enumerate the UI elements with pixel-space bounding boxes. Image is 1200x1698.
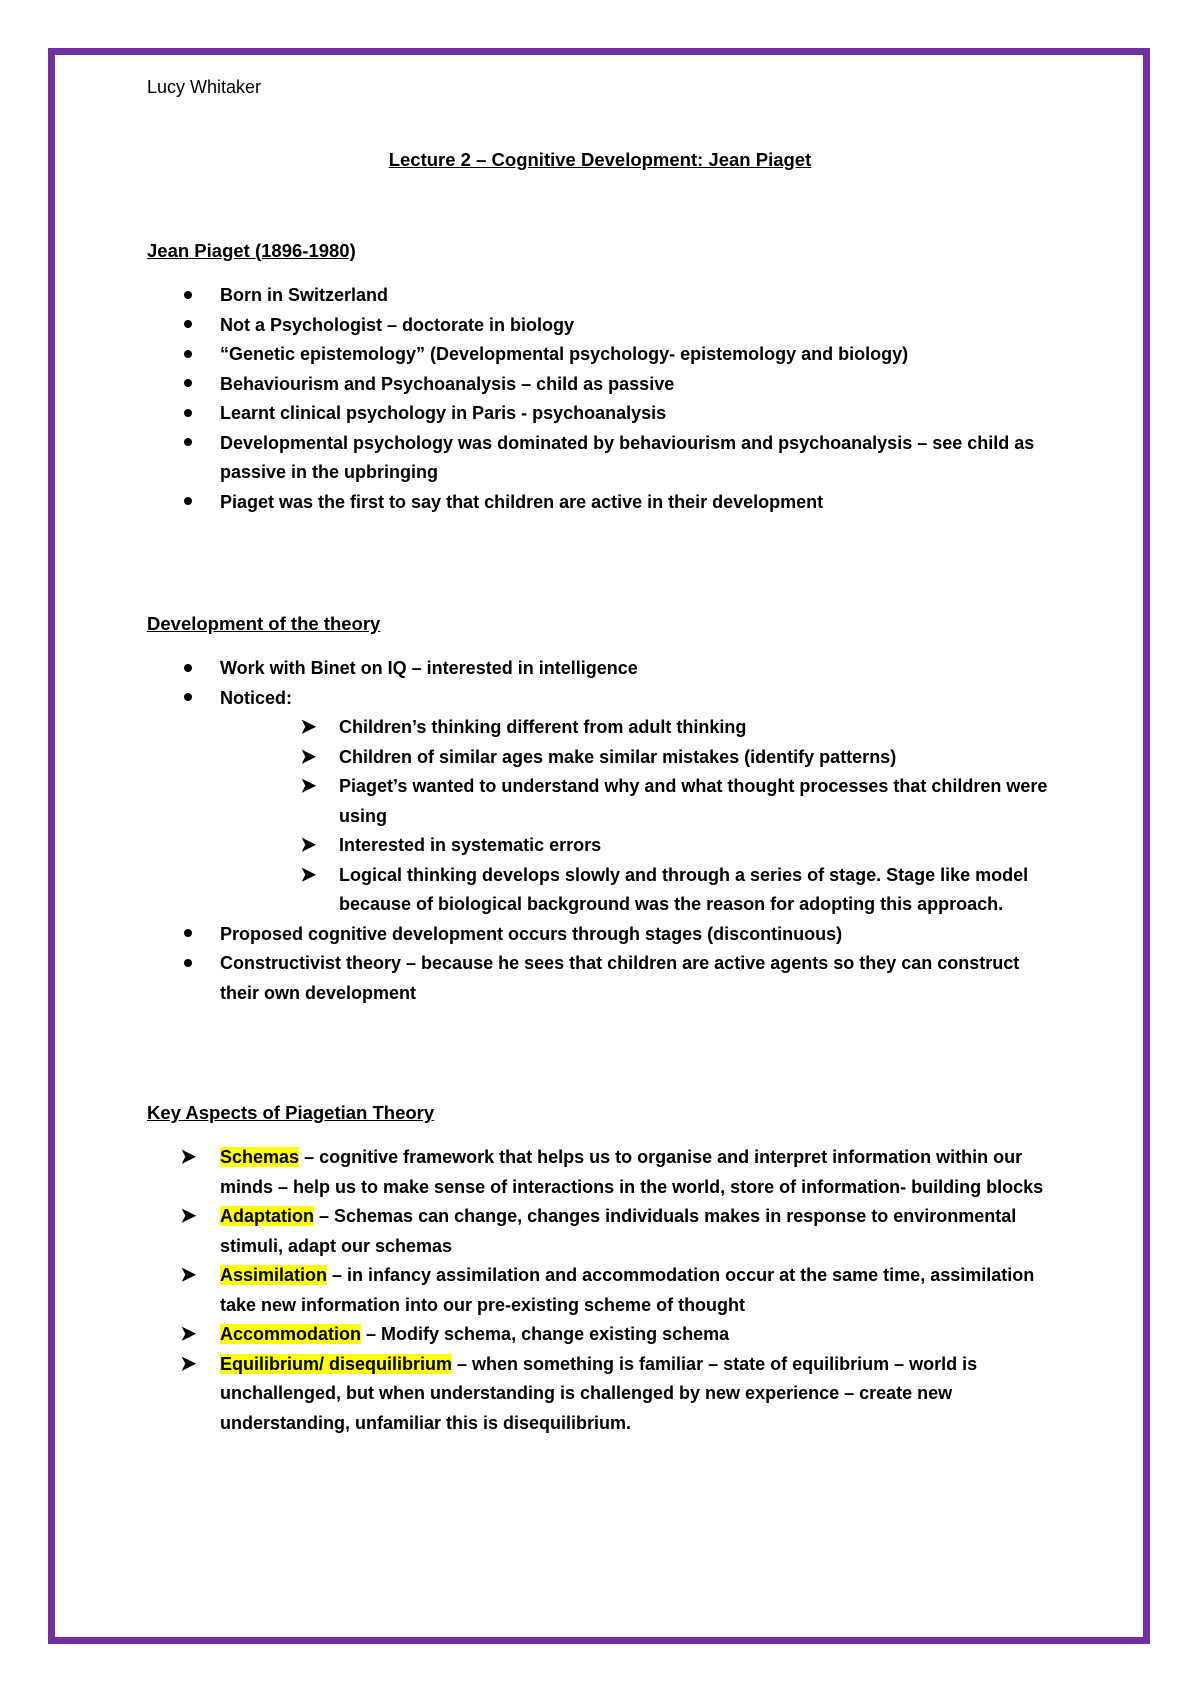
list-item: ➤ Accommodation – Modify schema, change existing schema <box>0 1320 1060 1350</box>
section-heading-key-aspects: Key Aspects of Piagetian Theory <box>147 1102 435 1123</box>
round-bullet-icon <box>178 654 198 684</box>
section-heading-piaget: Jean Piaget (1896-1980) <box>147 240 356 261</box>
round-bullet-icon <box>178 949 198 979</box>
arrowhead-bullet-icon: ➤ <box>300 863 316 886</box>
list-item: ➤ Schemas – cognitive framework that helps us to organise and interpret information within our minds – help us to make sense of interactions in the world, store of information- building blocks <box>0 1143 1060 1202</box>
arrowhead-bullet-icon: ➤ <box>180 1323 196 1345</box>
list-item: Proposed cognitive development occurs through stages (discontinuous) <box>0 920 1060 950</box>
list-item: Learnt clinical psychology in Paris - psychoanalysis <box>0 399 1060 429</box>
list-item: Developmental psychology was dominated by behaviourism and psychoanalysis – see child as passive in the upbringing <box>0 429 1060 488</box>
piaget-bullet-list <box>0 281 1200 517</box>
arrowhead-bullet-icon: ➤ <box>300 716 316 738</box>
round-bullet-icon <box>178 340 198 370</box>
arrowhead-bullet-icon: ➤ <box>180 1352 196 1375</box>
list-item: Constructivist theory – because he sees that children are active agents so they can construct their own development <box>0 949 1060 1008</box>
section-heading-development: Development of the theory <box>147 613 381 634</box>
round-bullet-icon <box>178 399 198 429</box>
list-item: ➤ Assimilation – in infancy assimilation and accommodation occur at the same time, assimilation take new information into our pre-existing scheme of thought <box>0 1261 1060 1320</box>
sub-list-item: ➤ Piaget’s wanted to understand why and what thought processes that children were using <box>0 772 1060 831</box>
highlighted-term: Equilibrium/ disequilibrium <box>220 1353 453 1374</box>
list-item: “Genetic epistemology” (Developmental psychology- epistemology and biology) <box>0 340 1060 370</box>
list-item: Piaget was the first to say that children are active in their development <box>0 488 1060 518</box>
arrowhead-bullet-icon: ➤ <box>300 745 316 768</box>
document-title: Lecture 2 – Cognitive Development: Jean Piaget <box>388 149 812 170</box>
list-item: Behaviourism and Psychoanalysis – child as passive <box>0 370 1060 400</box>
list-item: Born in Switzerland <box>0 281 1060 311</box>
highlighted-term: Assimilation <box>220 1265 328 1285</box>
round-bullet-icon <box>178 370 198 400</box>
highlighted-term: Schemas <box>220 1147 300 1167</box>
arrowhead-bullet-icon: ➤ <box>180 1264 196 1286</box>
round-bullet-icon <box>178 311 198 341</box>
round-bullet-icon <box>178 920 198 950</box>
arrowhead-bullet-icon: ➤ <box>300 775 316 797</box>
sub-list-item: ➤ Logical thinking develops slowly and through a series of stage. Stage like model because of biological background was the reason for adopting this approach. <box>0 861 1060 920</box>
author-name: Lucy Whitaker <box>147 77 262 97</box>
list-item: ➤ Equilibrium/ disequilibrium – when something is familiar – state of equilibrium – world is unchallenged, but when understanding is challenged by new experience – create new understanding, unfamiliar this is disequilibrium. <box>0 1350 1060 1439</box>
sub-list-item: ➤ Interested in systematic errors <box>0 831 1060 861</box>
round-bullet-icon <box>178 684 198 714</box>
development-bullet-list <box>0 654 1200 1008</box>
list-item: Work with Binet on IQ – interested in intelligence <box>0 654 1060 684</box>
round-bullet-icon <box>178 488 198 518</box>
key-aspects-list <box>0 1143 1200 1438</box>
sub-list-item: ➤ Children of similar ages make similar mistakes (identify patterns) <box>0 743 1060 773</box>
list-item: ➤ Adaptation – Schemas can change, changes individuals makes in response to environmental stimuli, adapt our schemas <box>0 1202 1060 1261</box>
arrowhead-bullet-icon: ➤ <box>180 1205 196 1227</box>
arrowhead-bullet-icon: ➤ <box>300 834 316 856</box>
round-bullet-icon <box>178 429 198 459</box>
highlighted-term: Accommodation <box>220 1324 362 1344</box>
list-item: Noticed: <box>0 684 1060 714</box>
arrowhead-bullet-icon: ➤ <box>180 1146 196 1168</box>
sub-list-item: ➤ Children’s thinking different from adult thinking <box>0 713 1060 743</box>
highlighted-term: Adaptation <box>220 1206 314 1226</box>
round-bullet-icon <box>178 281 198 311</box>
list-item: Not a Psychologist – doctorate in biology <box>0 311 1060 341</box>
